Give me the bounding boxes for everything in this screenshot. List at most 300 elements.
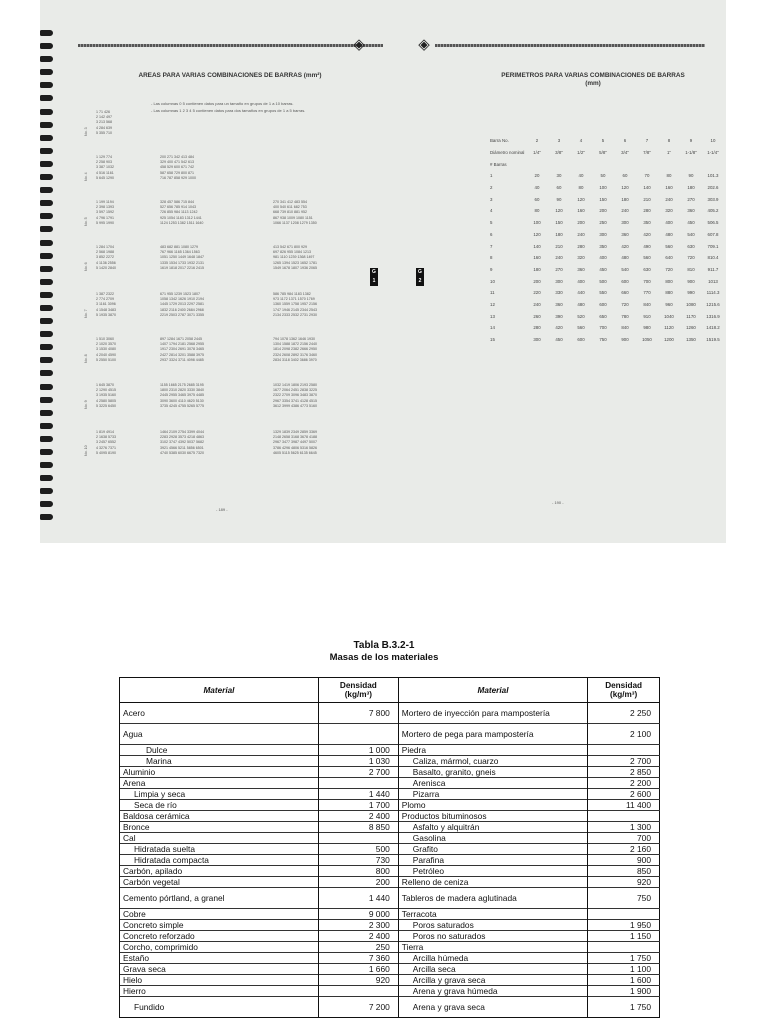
- material-name: Concreto simple: [120, 919, 319, 930]
- density-value: 900: [588, 854, 660, 865]
- perimetros-cell: 560: [665, 243, 673, 249]
- perimetros-cell: 1114.3: [706, 290, 720, 296]
- perimetros-cell: 300: [599, 231, 607, 237]
- density-value: 8 850: [318, 821, 398, 832]
- density-value: 1 750: [588, 952, 660, 963]
- density-value: 2 400: [318, 810, 398, 821]
- perimetros-cell: 9: [689, 138, 693, 144]
- perimetros-cell: 9: [490, 266, 493, 272]
- material-name: Cal: [120, 832, 319, 843]
- perimetros-cell: 7/8": [643, 150, 651, 156]
- header-density: Densidad (kg/m³): [588, 678, 660, 703]
- table-row: [120, 777, 660, 788]
- areas-row: 5 355 710: [96, 130, 112, 135]
- perimetros-cell: 360: [577, 266, 585, 272]
- spiral-ring: [40, 514, 53, 520]
- table-row: [120, 930, 660, 941]
- diamond-ornament-icon: ◈: [353, 36, 365, 53]
- perimetros-cell: 4: [490, 208, 493, 214]
- spiral-ring: [40, 357, 53, 363]
- table-row: [120, 821, 660, 832]
- perimetros-cell: 300: [555, 278, 563, 284]
- perimetros-cell: 330: [555, 290, 563, 296]
- perimetros-cell: 350: [643, 220, 651, 226]
- material-name: Plomo: [398, 799, 587, 810]
- perimetros-cell: 1260: [686, 325, 696, 331]
- areas-row: 1407 1794 2181 2568 2955: [160, 342, 204, 347]
- areas-row: 1832 2116 2400 2684 2968: [160, 307, 204, 312]
- material-name: Arenisca: [398, 777, 587, 788]
- areas-row: 400 540 611 682 753: [273, 205, 307, 210]
- material-name: Asfalto y alquitrán: [398, 821, 587, 832]
- perimetros-cell: 70: [644, 173, 650, 179]
- perimetros-cell: 60: [622, 173, 628, 179]
- perimetros-cell: 910: [643, 313, 651, 319]
- perimetros-cell: 840: [621, 325, 629, 331]
- bar-size-label: No. 3: [84, 127, 88, 136]
- areas-row: 2 398 1393: [96, 205, 114, 210]
- perimetros-cell: 750: [599, 337, 607, 343]
- density-value: 920: [588, 876, 660, 887]
- density-value: 700: [588, 832, 660, 843]
- areas-row: 4 2040 4590: [96, 352, 116, 357]
- perimetros-cell: 1418.2: [706, 325, 720, 331]
- areas-row: 2 258 903: [96, 160, 112, 165]
- areas-row: 1445 1729 2013 2297 2581: [160, 302, 204, 307]
- section-tab: G 2: [416, 268, 424, 286]
- areas-row: 794 1078 1362 1646 1930: [273, 337, 315, 341]
- areas-row: 897 1284 1671 2058 2445: [160, 337, 202, 341]
- areas-group: [160, 383, 204, 409]
- perimetros-cell: 4: [579, 138, 583, 144]
- areas-row: 1 645 3870: [96, 383, 114, 387]
- perimetros-row: [490, 264, 724, 276]
- material-name: Piedra: [398, 744, 587, 755]
- material-name: Basalto, granito, gneis: [398, 766, 587, 777]
- areas-row: 1747 1946 2145 2344 2543: [273, 307, 317, 312]
- perimetros-diameter-row: [490, 147, 724, 159]
- spiral-ring: [40, 331, 53, 337]
- perimetros-cell: 540: [621, 266, 629, 272]
- table-row: [120, 703, 660, 724]
- areas-group: [96, 337, 116, 363]
- material-name: Corcho, comprimido: [120, 941, 319, 952]
- perimetros-cell: 720: [621, 301, 629, 307]
- areas-row: 2967 3477 3987 4497 5007: [273, 440, 317, 445]
- perimetros-cell: Diámetro nominal: [490, 150, 525, 156]
- density-value: 1 440: [318, 788, 398, 799]
- left-page-rule: [78, 44, 383, 47]
- material-name: Bronce: [120, 821, 319, 832]
- perimetros-cell: 880: [665, 290, 673, 296]
- perimetros-cell: 660: [621, 290, 629, 296]
- material-name: Seca de río: [120, 799, 319, 810]
- perimetros-cell: 630: [643, 266, 651, 272]
- areas-row: 1155 1665 2175 2685 3195: [160, 383, 204, 387]
- areas-row: 1677 2064 2451 2838 3225: [273, 388, 317, 393]
- material-name: Cobre: [120, 908, 319, 919]
- material-name: Arcilla y grava seca: [398, 974, 587, 985]
- perimetros-cell: 600: [621, 278, 629, 284]
- areas-row: 4 796 1791: [96, 215, 114, 220]
- density-value: 1 000: [318, 744, 398, 755]
- spiral-ring: [40, 318, 53, 324]
- areas-group: [160, 155, 196, 181]
- areas-row: 4 1136 2556: [96, 260, 116, 265]
- spiral-ring: [40, 95, 53, 101]
- spiral-ring: [40, 174, 53, 180]
- perimetros-cell: 1519.5: [706, 337, 720, 343]
- perimetros-cell: 770: [643, 290, 651, 296]
- table-row: [120, 919, 660, 930]
- material-name: Relleno de ceniza: [398, 876, 587, 887]
- bar-size-label: No. 6: [84, 262, 88, 271]
- left-page-number: - 189 -: [216, 507, 228, 512]
- perimetros-cell: 5: [601, 138, 605, 144]
- material-name: Limpia y seca: [120, 788, 319, 799]
- areas-row: 328 457 586 715 844: [160, 200, 194, 204]
- perimetros-cell: 20: [534, 173, 540, 179]
- areas-row: 767 966 1165 1364 1563: [160, 250, 200, 255]
- perimetros-cell: 1200: [664, 337, 674, 343]
- perimetros-cell: 150: [599, 196, 607, 202]
- density-value: 1 030: [318, 755, 398, 766]
- spiral-ring: [40, 279, 53, 285]
- table-row: [120, 952, 660, 963]
- perimetros-cell: 60: [534, 196, 540, 202]
- material-name: Aluminio: [120, 766, 319, 777]
- perimetros-cell: 90: [688, 173, 694, 179]
- density-value: 2 850: [588, 766, 660, 777]
- perimetros-row: [490, 170, 724, 182]
- perimetros-barras-row: [490, 158, 724, 170]
- perimetros-cell: 480: [665, 231, 673, 237]
- areas-row: 973 1172 1371 1570 1769: [273, 297, 315, 302]
- table-row: [120, 865, 660, 876]
- header-material: Material: [120, 678, 319, 703]
- areas-row: 1549 1678 1807 1936 2065: [273, 265, 317, 270]
- table-row: [120, 744, 660, 755]
- left-page-title: AREAS PARA VARIAS COMBINACIONES DE BARRAS (mm²): [138, 72, 322, 79]
- material-name: Dulce: [120, 744, 319, 755]
- perimetros-cell: 1050: [642, 337, 652, 343]
- areas-row: 2834 3118 3402 3686 3970: [273, 357, 317, 362]
- areas-row: 4 284 639: [96, 125, 112, 130]
- spiral-binding: [40, 30, 56, 530]
- perimetros-cell: 11: [490, 290, 495, 296]
- perimetros-cell: 405.2: [707, 208, 719, 214]
- perimetros-cell: 980: [643, 325, 651, 331]
- perimetros-cell: 7: [645, 138, 649, 144]
- spiral-ring: [40, 135, 53, 141]
- areas-row: 5 2550 5100: [96, 357, 116, 362]
- areas-row: 2 774 2709: [96, 297, 114, 302]
- density-value: 2 700: [588, 755, 660, 766]
- perimetros-cell: 506.5: [707, 220, 719, 226]
- perimetros-cell: 220: [533, 290, 541, 296]
- material-name: Concreto reforzado: [120, 930, 319, 941]
- spiral-ring: [40, 43, 53, 49]
- density-value: 2 100: [588, 723, 660, 744]
- perimetros-cell: 100: [533, 220, 541, 226]
- right-page-number: - 190 -: [552, 500, 564, 505]
- bar-size-label: No. 4: [84, 172, 88, 181]
- perimetros-cell: 200: [577, 220, 585, 226]
- perimetros-cell: 2: [490, 185, 493, 191]
- perimetros-cell: 240: [555, 255, 563, 261]
- material-name: Petróleo: [398, 865, 587, 876]
- areas-row: 4 2580 5805: [96, 398, 116, 403]
- areas-row: 3 213 568: [96, 120, 112, 125]
- spiral-ring: [40, 56, 53, 62]
- perimetros-cell: 1-1/4": [707, 150, 719, 156]
- material-name: Caliza, mármol, cuarzo: [398, 755, 587, 766]
- areas-row: 1 387 2322: [96, 292, 114, 296]
- areas-row: 3090 3600 4110 4620 5130: [160, 398, 204, 403]
- table-row: [120, 843, 660, 854]
- perimetros-cell: 80: [666, 173, 672, 179]
- spiral-ring: [40, 161, 53, 167]
- density-value: 800: [318, 865, 398, 876]
- perimetros-cell: 280: [643, 208, 651, 214]
- table-row: [120, 723, 660, 744]
- spiral-ring: [40, 82, 53, 88]
- perimetros-cell: 2: [535, 138, 539, 144]
- perimetros-cell: 50: [600, 173, 606, 179]
- areas-row: 1360 1559 1758 1957 2156: [273, 302, 317, 307]
- density-value: 7 800: [318, 703, 398, 724]
- perimetros-cell: 450: [555, 337, 563, 343]
- areas-row: 668 739 810 881 952: [273, 210, 307, 215]
- areas-row: 2324 2608 2892 3176 3460: [273, 352, 317, 357]
- material-name: Hidratada suelta: [120, 843, 319, 854]
- perimetros-row: [490, 240, 724, 252]
- areas-row: 2322 2709 3096 3483 3870: [273, 393, 317, 398]
- areas-group: [273, 383, 317, 409]
- material-name: Grafito: [398, 843, 587, 854]
- right-page-title: PERIMETROS PARA VARIAS COMBINACIONES DE BARRAS (mm): [501, 72, 685, 87]
- areas-group: [273, 245, 317, 271]
- areas-row: 1800 2310 2820 3330 3840: [160, 388, 204, 393]
- perimetros-row: [490, 205, 724, 217]
- areas-row: 1032 1419 1806 2193 2580: [273, 383, 317, 387]
- areas-row: 2 1638 5733: [96, 435, 116, 440]
- table-row: [120, 908, 660, 919]
- spiral-ring: [40, 488, 53, 494]
- density-value: 850: [588, 865, 660, 876]
- spiral-ring: [40, 292, 53, 298]
- areas-row: 1917 2304 2691 3078 3465: [160, 347, 204, 352]
- areas-row: 3 1161 3096: [96, 302, 116, 307]
- areas-row: 1304 1588 1872 2156 2440: [273, 342, 317, 347]
- spiral-ring: [40, 226, 53, 232]
- density-value: [588, 941, 660, 952]
- perimetros-cell: 650: [599, 313, 607, 319]
- spiral-ring: [40, 69, 53, 75]
- perimetros-cell: 400: [577, 278, 585, 284]
- perimetros-cell: 840: [643, 301, 651, 307]
- table-row: [120, 963, 660, 974]
- table-row: [120, 755, 660, 766]
- material-name: Baldosa cerámica: [120, 810, 319, 821]
- density-value: 1 150: [588, 930, 660, 941]
- areas-row: 5 3225 6450: [96, 403, 116, 408]
- material-name: Parafina: [398, 854, 587, 865]
- perimetros-cell: 100: [599, 185, 607, 191]
- density-value: 920: [318, 974, 398, 985]
- areas-row: 5 645 1290: [96, 175, 114, 180]
- spiral-ring: [40, 266, 53, 272]
- perimetros-row: [490, 322, 724, 334]
- areas-group: [96, 245, 116, 271]
- table-row: [120, 941, 660, 952]
- areas-row: 2445 2955 3465 3975 4485: [160, 393, 204, 398]
- areas-row: 1464 2109 2754 3399 4044: [160, 430, 204, 434]
- density-value: 250: [318, 941, 398, 952]
- material-name: Poros saturados: [398, 919, 587, 930]
- perimetros-cell: 560: [577, 325, 585, 331]
- density-value: 200: [318, 876, 398, 887]
- areas-row: 4740 5385 6030 6675 7320: [160, 450, 204, 455]
- areas-group: [96, 110, 112, 136]
- areas-row: 4 516 1161: [96, 170, 114, 175]
- table-row: [120, 810, 660, 821]
- perimetros-cell: 1040: [664, 313, 674, 319]
- perimetros-cell: 180: [621, 196, 629, 202]
- areas-row: 1124 1253 1382 1511 1640: [160, 220, 204, 225]
- areas-group: [160, 430, 204, 456]
- material-name: Poros no saturados: [398, 930, 587, 941]
- material-name: Arena y grava húmeda: [398, 985, 587, 996]
- areas-row: 1619 1818 2017 2216 2415: [160, 265, 204, 270]
- perimetros-cell: 3: [557, 138, 561, 144]
- areas-row: 3 1935 5160: [96, 393, 116, 398]
- areas-row: 587 658 729 800 871: [160, 170, 194, 175]
- perimetros-cell: 1/4": [533, 150, 541, 156]
- table-row: [120, 766, 660, 777]
- perimetros-cell: 270: [687, 196, 695, 202]
- spiral-ring: [40, 148, 53, 154]
- perimetros-cell: 300: [621, 220, 629, 226]
- table-row: [120, 799, 660, 810]
- perimetros-cell: 360: [621, 231, 629, 237]
- material-name: Acero: [120, 703, 319, 724]
- perimetros-cell: 450: [687, 220, 695, 226]
- areas-row: 716 787 858 929 1000: [160, 175, 196, 180]
- spiral-ring: [40, 370, 53, 376]
- areas-row: 4605 5115 5625 6135 6645: [273, 450, 317, 455]
- perimetros-cell: 202.6: [707, 185, 719, 191]
- areas-row: 2967 3354 3741 4128 4515: [273, 398, 317, 403]
- perimetros-cell: 3: [490, 196, 493, 202]
- perimetros-cell: 15: [490, 337, 495, 343]
- perimetros-cell: 390: [555, 313, 563, 319]
- perimetros-cell: 320: [665, 208, 673, 214]
- areas-row: 3 387 1032: [96, 165, 114, 170]
- areas-row: 1066 1137 1208 1279 1350: [273, 220, 317, 225]
- material-name: Arena: [120, 777, 319, 788]
- density-value: 1 600: [588, 974, 660, 985]
- perimetros-cell: 540: [687, 231, 695, 237]
- perimetros-cell: 480: [621, 255, 629, 261]
- perimetros-cell: 150: [555, 220, 563, 226]
- perimetros-table: [490, 135, 724, 345]
- perimetros-cell: 240: [577, 231, 585, 237]
- perimetros-cell: 709.1: [707, 243, 719, 249]
- areas-row: 3735 4245 4755 5265 5775: [160, 403, 204, 408]
- areas-group: [273, 292, 317, 318]
- areas-row: 1 129 774: [96, 155, 112, 159]
- perimetros-cell: 720: [687, 255, 695, 261]
- perimetros-cell: 1350: [686, 337, 696, 343]
- perimetros-cell: 1/2": [577, 150, 585, 156]
- material-name: Cemento pórtland, a granel: [120, 887, 319, 908]
- notebook-photo: [40, 0, 726, 543]
- perimetros-cell: 420: [643, 231, 651, 237]
- perimetros-cell: 160: [577, 208, 585, 214]
- materials-density-table: [119, 677, 660, 1018]
- material-name: Carbón vegetal: [120, 876, 319, 887]
- perimetros-cell: 13: [490, 313, 495, 319]
- perimetros-cell: 900: [621, 337, 629, 343]
- density-value: [318, 777, 398, 788]
- perimetros-cell: 10: [710, 138, 716, 144]
- perimetros-cell: 400: [665, 220, 673, 226]
- perimetros-cell: 450: [599, 266, 607, 272]
- areas-row: 586 785 984 1183 1382: [273, 292, 311, 296]
- spiral-ring: [40, 109, 53, 115]
- table-row: [120, 996, 660, 1017]
- areas-row: 1 510 3060: [96, 337, 114, 341]
- table-row: [120, 854, 660, 865]
- density-value: 2 300: [318, 919, 398, 930]
- perimetros-cell: 6: [490, 231, 493, 237]
- perimetros-cell: 630: [687, 243, 695, 249]
- density-value: 1 750: [588, 996, 660, 1017]
- perimetros-cell: 420: [555, 325, 563, 331]
- perimetros-cell: 550: [599, 290, 607, 296]
- perimetros-cell: 420: [621, 243, 629, 249]
- areas-row: 1051 1250 1449 1648 1847: [160, 255, 204, 260]
- material-name: Agua: [120, 723, 319, 744]
- areas-row: 925 1054 1183 1312 1441: [160, 215, 202, 220]
- right-page-rule: [435, 44, 705, 47]
- perimetros-cell: 90: [556, 196, 562, 202]
- areas-group: [160, 337, 204, 363]
- material-name: Fundido: [120, 996, 319, 1017]
- perimetros-row: [490, 275, 724, 287]
- table-row: [120, 832, 660, 843]
- perimetros-cell: 80: [534, 208, 540, 214]
- perimetros-cell: 990: [687, 290, 695, 296]
- areas-row: 4 3276 7371: [96, 445, 116, 450]
- perimetros-cell: 270: [555, 266, 563, 272]
- perimetros-row: [490, 334, 724, 346]
- left-page-note: - Las columnas 1 2 3 4 5 contienen datos para dos tamaños en grupos de 1 a 5 barras.: [151, 108, 306, 113]
- density-value: 2 400: [318, 930, 398, 941]
- perimetros-cell: 120: [577, 196, 585, 202]
- material-name: Mortero de pega para mampostería: [398, 723, 587, 744]
- spiral-ring: [40, 30, 53, 36]
- density-value: 1 300: [588, 821, 660, 832]
- perimetros-cell: 1120: [664, 325, 674, 331]
- perimetros-cell: 30: [556, 173, 562, 179]
- material-name: Hidratada compacta: [120, 854, 319, 865]
- areas-row: 329 400 471 542 613: [160, 160, 194, 165]
- areas-row: 2134 2333 2532 2731 2930: [273, 312, 317, 317]
- areas-row: 5 1420 2840: [96, 265, 116, 270]
- areas-row: 2427 2814 3201 3588 3975: [160, 352, 204, 357]
